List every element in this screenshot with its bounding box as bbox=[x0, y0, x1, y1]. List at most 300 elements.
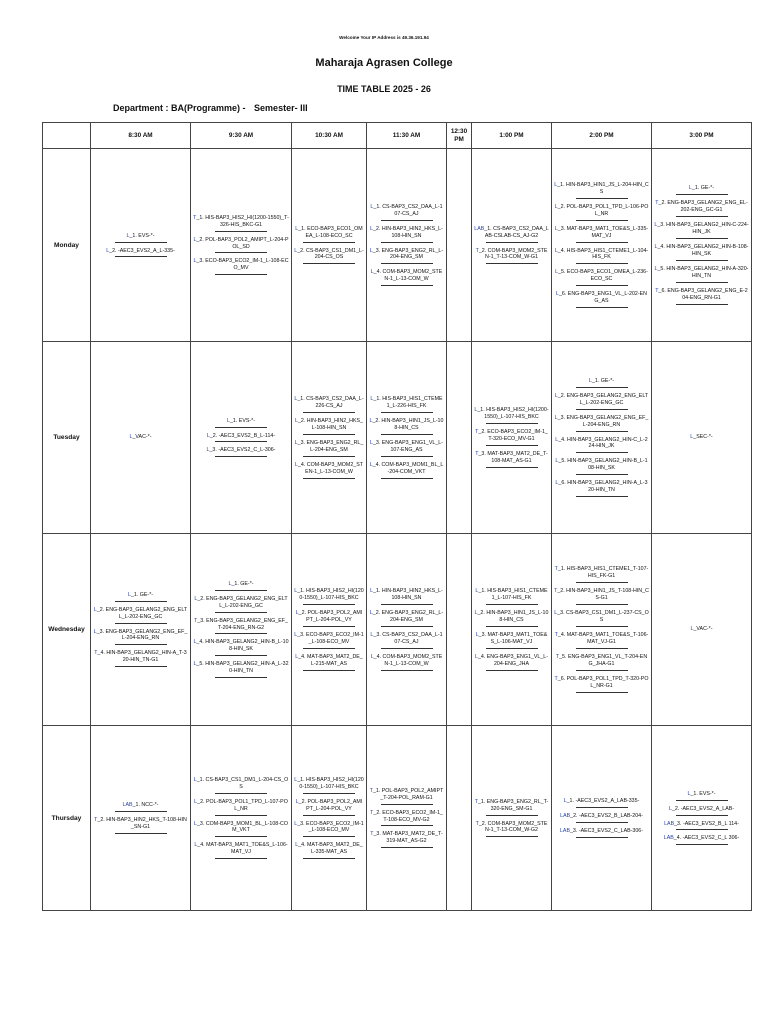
class-details: _4. HIN-BAP3_GELANG2_HIN-A_T-320-HIN_TN-G1 bbox=[97, 650, 187, 664]
timetable-cell bbox=[367, 342, 447, 534]
time-header: 1:00 PM bbox=[472, 123, 552, 149]
class-details: _1. -AEC3_EVS2_A_LAB-335- bbox=[566, 798, 640, 805]
class-details: _4. COM-BAP3_MOM2_STEN-1_L-13-COM_W bbox=[297, 461, 363, 475]
class-type-link[interactable]: L bbox=[193, 258, 197, 265]
class-type-link[interactable]: T bbox=[475, 429, 479, 436]
entry-divider bbox=[381, 433, 433, 435]
class-entry[interactable] bbox=[654, 200, 749, 217]
class-type-link[interactable]: T bbox=[475, 247, 479, 254]
class-type-link[interactable]: L bbox=[555, 269, 559, 276]
class-entry[interactable] bbox=[554, 269, 649, 286]
class-type-link[interactable]: L bbox=[227, 417, 230, 424]
class-type-link[interactable]: L bbox=[370, 225, 374, 232]
class-entry[interactable] bbox=[294, 588, 364, 605]
class-entry[interactable] bbox=[554, 828, 649, 838]
class-details: _2. ENG-BAP3_ENG2_RL_L-204-ENG_SM bbox=[372, 610, 444, 624]
class-entry[interactable] bbox=[554, 654, 649, 671]
class-type-link[interactable]: L bbox=[370, 632, 374, 638]
class-entry[interactable] bbox=[369, 269, 444, 286]
class-entry[interactable] bbox=[193, 418, 289, 428]
class-entry[interactable] bbox=[369, 248, 444, 265]
time-header: 10:30 AM bbox=[292, 123, 367, 149]
class-entry[interactable] bbox=[474, 821, 549, 838]
entry-divider bbox=[486, 625, 538, 627]
class-details: _2. POL-BAP3_POL2_AMIPT_L-204-POL_VY bbox=[298, 798, 363, 812]
class-entry[interactable] bbox=[93, 607, 188, 624]
class-entry[interactable] bbox=[654, 222, 749, 239]
class-type-link[interactable]: L bbox=[554, 414, 558, 421]
class-details: _1. NCC-*- bbox=[132, 802, 159, 809]
class-details: _1. CS-BAP3_CS2_DAA_L-107-CS_AJ bbox=[373, 203, 443, 217]
class-entry[interactable] bbox=[369, 588, 444, 605]
class-type-link[interactable]: L bbox=[690, 626, 694, 632]
class-entry[interactable] bbox=[554, 182, 649, 199]
timetable-cell bbox=[447, 149, 472, 342]
class-entry[interactable] bbox=[554, 204, 649, 221]
class-entry[interactable] bbox=[554, 798, 649, 808]
class-type-link[interactable]: L bbox=[294, 588, 298, 595]
class-details: _1. EVS-*- bbox=[690, 790, 716, 797]
class-details: _4. HIS-BAP3_HIS1_CTEME1_L-104-HIS_FK bbox=[557, 247, 649, 261]
entry-divider bbox=[381, 455, 433, 457]
entry-divider bbox=[303, 625, 355, 627]
class-type-link[interactable]: L bbox=[126, 232, 130, 239]
class-type-link[interactable]: L bbox=[295, 798, 299, 805]
class-entry[interactable] bbox=[654, 244, 749, 261]
class-entry[interactable] bbox=[654, 266, 749, 283]
class-type-link[interactable]: T bbox=[555, 653, 560, 660]
class-type-link[interactable]: L bbox=[294, 461, 298, 468]
class-type-link[interactable]: L bbox=[554, 392, 558, 399]
timetable-cell bbox=[292, 342, 367, 534]
class-details: _4. HIN-BAP3_GELANG2_HIN-C_L-224-HIN_JK bbox=[558, 436, 648, 450]
class-type-link[interactable]: L bbox=[474, 407, 478, 414]
class-details: _1. CS-BAP3_CS2_DAA_LAB-CSLAB-CS_AJ-G2 bbox=[484, 225, 549, 239]
class-details: _3. ENG-BAP3_GELANG2_ENG_EF_T-204-ENG_RN-G2 bbox=[197, 617, 288, 631]
entry-divider bbox=[303, 647, 355, 649]
entry-divider bbox=[115, 810, 167, 812]
class-type-link[interactable]: L bbox=[654, 244, 658, 250]
class-type-link[interactable]: L bbox=[294, 820, 298, 827]
entry-divider bbox=[115, 255, 167, 257]
class-entry[interactable] bbox=[369, 632, 444, 649]
entry-divider bbox=[576, 219, 628, 221]
entry-divider bbox=[215, 230, 267, 232]
class-entry[interactable] bbox=[294, 226, 364, 243]
class-entry[interactable] bbox=[93, 650, 188, 667]
department-label: Department : BA(Programme) - bbox=[113, 103, 246, 113]
class-entry[interactable] bbox=[654, 835, 749, 845]
class-type-link[interactable]: L bbox=[370, 588, 374, 595]
class-type-link[interactable]: LAB bbox=[474, 225, 485, 232]
class-entry[interactable] bbox=[554, 437, 649, 454]
entry-divider bbox=[576, 806, 628, 808]
class-entry[interactable] bbox=[474, 429, 549, 446]
entry-divider bbox=[576, 473, 628, 475]
class-entry[interactable] bbox=[554, 813, 649, 823]
entry-divider bbox=[381, 284, 433, 286]
entry-divider bbox=[381, 411, 433, 413]
class-entry[interactable] bbox=[294, 440, 364, 457]
entry-divider bbox=[303, 477, 355, 479]
class-entry[interactable] bbox=[193, 661, 289, 678]
time-header: 11:30 AM bbox=[367, 123, 447, 149]
class-type-link[interactable]: L bbox=[206, 447, 210, 454]
entry-divider bbox=[381, 241, 433, 243]
class-entry[interactable] bbox=[654, 791, 749, 801]
class-type-link[interactable]: L bbox=[474, 610, 478, 617]
class-entry[interactable] bbox=[193, 237, 289, 254]
class-type-link[interactable]: L bbox=[369, 461, 373, 468]
class-type-link[interactable]: L bbox=[193, 236, 197, 243]
class-details: _2. -AEC3_EVS2_B_L-114- bbox=[209, 432, 276, 439]
entry-divider bbox=[215, 440, 267, 442]
class-entry[interactable] bbox=[554, 291, 649, 308]
entry-divider bbox=[215, 273, 267, 275]
entry-divider bbox=[381, 803, 433, 805]
class-type-link[interactable]: L bbox=[563, 798, 567, 805]
class-details: _2. -AEC3_EVS2_A_L-335- bbox=[109, 247, 175, 254]
class-type-link[interactable]: T bbox=[474, 798, 478, 805]
entry-divider bbox=[486, 241, 538, 243]
class-entry[interactable] bbox=[474, 451, 549, 468]
class-entry[interactable] bbox=[554, 248, 649, 265]
class-entry[interactable] bbox=[193, 596, 289, 613]
class-details: _5. ENG-BAP3_ENG1_VL_T-204-ENG_JHA-G1 bbox=[559, 653, 648, 667]
entry-divider bbox=[303, 241, 355, 243]
class-entry[interactable] bbox=[294, 610, 364, 627]
class-details: _2. HIN-BAP3_HIN1_JS_L-108-HIN_CS bbox=[477, 610, 549, 624]
class-entry[interactable] bbox=[193, 581, 289, 591]
class-type-link[interactable]: T bbox=[369, 787, 373, 794]
class-entry[interactable] bbox=[654, 626, 749, 633]
class-type-link[interactable]: L bbox=[294, 632, 298, 638]
class-entry[interactable] bbox=[369, 462, 444, 479]
entry-divider bbox=[676, 799, 728, 801]
class-details: _4. HIN-BAP3_GELANG2_HIN-B_L-108-HIN_SK bbox=[196, 639, 289, 653]
class-entry[interactable] bbox=[294, 842, 364, 859]
class-entry[interactable] bbox=[474, 226, 549, 243]
class-entry[interactable] bbox=[369, 418, 444, 435]
class-entry[interactable] bbox=[654, 806, 749, 816]
class-entry[interactable] bbox=[294, 418, 364, 435]
class-details: _4. MAT-BAP3_MAT1_TOE&S_T-106-MAT_VJ-G1 bbox=[557, 632, 649, 645]
class-type-link[interactable]: L bbox=[295, 653, 299, 660]
entry-divider bbox=[676, 281, 728, 283]
entry-divider bbox=[676, 828, 728, 830]
class-entry[interactable] bbox=[369, 654, 444, 671]
class-entry[interactable] bbox=[294, 248, 364, 265]
class-type-link[interactable]: L bbox=[206, 432, 210, 439]
class-type-link[interactable]: L bbox=[369, 247, 373, 254]
entry-divider bbox=[576, 197, 628, 199]
class-details: _VAC-*- bbox=[132, 434, 152, 440]
entry-divider bbox=[486, 835, 538, 837]
class-entry[interactable] bbox=[554, 480, 649, 497]
class-type-link[interactable]: L bbox=[554, 203, 558, 210]
class-details: _1. GE-*- bbox=[591, 377, 615, 384]
class-details: _SEC-*- bbox=[693, 434, 713, 440]
class-entry[interactable] bbox=[93, 248, 188, 258]
class-type-link[interactable]: L bbox=[93, 628, 97, 635]
class-type-link[interactable]: L bbox=[127, 591, 131, 598]
class-entry[interactable] bbox=[369, 788, 444, 805]
entry-divider bbox=[576, 306, 628, 308]
class-type-link[interactable]: L bbox=[194, 842, 198, 849]
class-type-link[interactable]: L bbox=[194, 798, 198, 805]
class-details: _2. HIN-BAP3_HIN2_HKS_L-108-HIN_SN bbox=[373, 225, 443, 239]
class-details: _3. -AEC3_EVS2_B_L 114- bbox=[674, 820, 739, 827]
class-type-link[interactable]: T bbox=[554, 632, 558, 638]
class-type-link[interactable]: L bbox=[370, 653, 374, 660]
entry-divider bbox=[215, 857, 267, 859]
entry-divider bbox=[576, 836, 628, 838]
class-type-link[interactable]: L bbox=[193, 639, 197, 646]
class-entry[interactable] bbox=[369, 810, 444, 827]
class-type-link[interactable]: L bbox=[370, 269, 374, 276]
class-details: _2. ENG-BAP3_GELANG2_ENG_ELTL_L-202-ENG_GC bbox=[557, 392, 649, 406]
class-type-link[interactable]: T bbox=[554, 566, 558, 573]
class-details: _1. CS-BAP3_CS1_DM1_L-204-CS_OS bbox=[196, 776, 289, 790]
class-type-link[interactable]: L bbox=[668, 805, 672, 812]
class-type-link[interactable]: L bbox=[475, 632, 479, 638]
timetable-cell bbox=[367, 534, 447, 726]
class-entry[interactable] bbox=[474, 588, 549, 605]
class-type-link[interactable]: L bbox=[554, 610, 558, 617]
class-type-link[interactable]: L bbox=[294, 440, 298, 446]
class-type-link[interactable]: T bbox=[194, 617, 198, 624]
class-entry[interactable] bbox=[93, 629, 188, 646]
class-entry[interactable] bbox=[369, 396, 444, 413]
class-details: _1. HIS-BAP3_HIS2_HI(1200-1550)_L-107-HIS_BKC bbox=[297, 588, 364, 602]
class-type-link[interactable]: L bbox=[556, 291, 559, 298]
entry-divider bbox=[576, 495, 628, 497]
class-entry[interactable] bbox=[193, 258, 289, 275]
class-entry[interactable] bbox=[554, 415, 649, 432]
class-type-link[interactable]: T bbox=[655, 200, 659, 207]
class-type-link[interactable]: L bbox=[294, 418, 298, 425]
class-type-link[interactable]: L bbox=[129, 434, 133, 440]
class-entry[interactable] bbox=[554, 588, 649, 605]
class-type-link[interactable]: L bbox=[295, 610, 299, 617]
class-type-link[interactable]: L bbox=[654, 265, 658, 272]
entry-divider bbox=[215, 426, 267, 428]
class-details: _2. CS-BAP3_CS1_DM1_L-204-CS_OS bbox=[297, 247, 364, 261]
class-type-link[interactable]: T bbox=[475, 820, 479, 827]
class-type-link[interactable]: L bbox=[295, 225, 299, 232]
class-type-link[interactable]: LAB bbox=[122, 802, 133, 809]
entry-divider bbox=[115, 241, 167, 243]
class-entry[interactable] bbox=[93, 434, 188, 441]
class-type-link[interactable]: T bbox=[193, 214, 197, 221]
timetable-cell bbox=[447, 726, 472, 911]
class-entry[interactable] bbox=[294, 777, 364, 794]
entry-divider bbox=[303, 792, 355, 794]
class-type-link[interactable]: L bbox=[690, 434, 694, 440]
class-entry[interactable] bbox=[554, 393, 649, 410]
class-entry[interactable] bbox=[474, 248, 549, 265]
timetable-cell bbox=[552, 149, 652, 342]
timetable-cell bbox=[472, 534, 552, 726]
class-entry[interactable] bbox=[369, 610, 444, 627]
class-entry[interactable] bbox=[554, 378, 649, 388]
class-entry[interactable] bbox=[93, 233, 188, 243]
time-header: 2:00 PM bbox=[552, 123, 652, 149]
class-entry[interactable] bbox=[554, 610, 649, 627]
class-details: _1. HIS-BAP3_HIS1_CTEME1_L-107-HIS_FK bbox=[478, 588, 548, 602]
class-details: _2. -AEC3_EVS2_A_LAB- bbox=[671, 805, 735, 812]
class-entry[interactable] bbox=[474, 610, 549, 627]
class-entry[interactable] bbox=[554, 566, 649, 583]
class-type-link[interactable]: T bbox=[554, 675, 558, 682]
class-type-link[interactable]: L bbox=[688, 185, 692, 192]
class-entry[interactable] bbox=[369, 831, 444, 848]
timetable-title: TIME TABLE 2025 - 26 bbox=[337, 84, 431, 94]
class-details: _4. COM-BAP3_MOM2_STEN-1_L-13-COM_W bbox=[373, 653, 443, 667]
class-entry[interactable] bbox=[654, 821, 749, 831]
class-type-link[interactable]: L bbox=[369, 610, 373, 617]
class-type-link[interactable]: L bbox=[554, 181, 558, 188]
class-entry[interactable] bbox=[193, 821, 289, 838]
class-entry[interactable] bbox=[93, 802, 188, 812]
class-type-link[interactable]: LAB bbox=[559, 827, 570, 834]
entry-divider bbox=[486, 466, 538, 468]
class-type-link[interactable]: L bbox=[294, 776, 298, 783]
class-type-link[interactable]: L bbox=[294, 396, 298, 403]
class-entry[interactable] bbox=[474, 799, 549, 816]
entry-divider bbox=[215, 455, 267, 457]
class-details: _5. HIN-BAP3_GELANG2_HIN-A-320-HIN_TN bbox=[657, 265, 749, 279]
class-type-link[interactable]: LAB bbox=[560, 813, 571, 819]
timetable-cell bbox=[292, 534, 367, 726]
entry-divider bbox=[215, 251, 267, 253]
class-entry[interactable] bbox=[294, 462, 364, 479]
entry-divider bbox=[303, 857, 355, 859]
class-entry[interactable] bbox=[554, 676, 649, 693]
class-details: _6. ENG-BAP3_GELANG2_ENG_E-204-ENG_RN-G1 bbox=[658, 287, 748, 301]
class-entry[interactable] bbox=[369, 440, 444, 457]
class-entry[interactable] bbox=[193, 639, 289, 656]
class-entry[interactable] bbox=[193, 447, 289, 457]
class-entry[interactable] bbox=[93, 817, 188, 834]
class-type-link[interactable]: L bbox=[194, 820, 197, 827]
class-type-link[interactable]: L bbox=[193, 661, 197, 668]
class-type-link[interactable]: LAB bbox=[664, 820, 675, 827]
class-entry[interactable] bbox=[93, 592, 188, 602]
class-entry[interactable] bbox=[654, 434, 749, 441]
class-details: _3. CS-BAP3_CS2_DAA_L-107-CS_AJ bbox=[373, 632, 443, 645]
class-type-link[interactable]: L bbox=[554, 247, 558, 254]
class-type-link[interactable]: T bbox=[370, 809, 374, 816]
class-type-link[interactable]: L bbox=[555, 436, 559, 443]
class-entry[interactable] bbox=[654, 185, 749, 195]
class-details: _1. HIS-BAP3_HIS2_HI(1200-1550)_L-107-HIS_BKC bbox=[477, 407, 549, 421]
timetable-cell bbox=[91, 726, 191, 911]
timetable-cell bbox=[472, 726, 552, 911]
class-entry[interactable] bbox=[474, 407, 549, 424]
entry-divider bbox=[486, 422, 538, 424]
class-entry[interactable] bbox=[193, 777, 289, 794]
class-type-link[interactable]: L bbox=[687, 790, 691, 797]
class-type-link[interactable]: L bbox=[295, 842, 299, 849]
class-type-link[interactable]: T bbox=[94, 650, 98, 657]
class-entry[interactable] bbox=[369, 204, 444, 221]
class-details: _1. GE-*- bbox=[691, 185, 715, 192]
class-type-link[interactable]: L bbox=[555, 458, 559, 465]
entry-divider bbox=[486, 262, 538, 264]
class-type-link[interactable]: L bbox=[228, 580, 232, 587]
class-details: _4. MAT-BAP3_MAT2_DE_L-215-MAT_AS bbox=[298, 653, 363, 667]
class-entry[interactable] bbox=[193, 215, 289, 232]
class-type-link[interactable]: L bbox=[106, 247, 110, 254]
class-entry[interactable] bbox=[369, 226, 444, 243]
class-entry[interactable] bbox=[294, 799, 364, 816]
class-entry[interactable] bbox=[294, 654, 364, 671]
class-type-link[interactable]: L bbox=[369, 418, 373, 425]
class-entry[interactable] bbox=[294, 632, 364, 649]
class-entry[interactable] bbox=[294, 396, 364, 413]
class-details: _4. MAT-BAP3_MAT1_TOE&S_L-106-MAT_VJ bbox=[197, 842, 288, 856]
class-details: _3. ECO-BAP3_ECO2_IM-1_L-108-ECO_MV bbox=[196, 258, 289, 272]
class-details: _3. CS-BAP3_CS1_DM1_L-237-CS_OS bbox=[557, 610, 649, 624]
class-entry[interactable] bbox=[554, 458, 649, 475]
class-type-link[interactable]: L bbox=[475, 588, 479, 595]
class-type-link[interactable]: T bbox=[370, 831, 374, 838]
class-type-link[interactable]: L bbox=[294, 247, 298, 254]
entry-divider bbox=[676, 193, 728, 195]
class-type-link[interactable]: L bbox=[555, 480, 559, 487]
timetable-cell bbox=[652, 149, 752, 342]
class-entry[interactable] bbox=[193, 433, 289, 443]
class-type-link[interactable]: L bbox=[370, 203, 374, 210]
class-type-link[interactable]: L bbox=[194, 595, 198, 602]
class-type-link[interactable]: T bbox=[475, 450, 479, 457]
entry-divider bbox=[576, 603, 628, 605]
timetable-cell bbox=[367, 149, 447, 342]
class-entry[interactable] bbox=[193, 799, 289, 816]
class-entry[interactable] bbox=[474, 632, 549, 649]
class-type-link[interactable]: T bbox=[554, 588, 558, 595]
class-type-link[interactable]: T bbox=[94, 817, 98, 823]
class-entry[interactable] bbox=[294, 821, 364, 838]
class-details: _3. MAT-BAP3_MAT1_TOE&S_L-106-MAT_VJ bbox=[478, 632, 548, 645]
class-type-link[interactable]: L bbox=[474, 653, 478, 660]
class-type-link[interactable]: L bbox=[588, 377, 592, 384]
class-type-link[interactable]: L bbox=[654, 222, 658, 229]
entry-divider bbox=[115, 832, 167, 834]
class-entry[interactable] bbox=[193, 618, 289, 635]
class-entry[interactable] bbox=[193, 842, 289, 859]
class-type-link[interactable]: T bbox=[655, 287, 659, 294]
timetable-cell bbox=[552, 726, 652, 911]
class-type-link[interactable]: LAB bbox=[663, 835, 674, 842]
class-type-link[interactable]: L bbox=[93, 606, 97, 613]
class-details: _1. HIN-BAP3_HIN2_HKS_L-108-HIN_SN bbox=[373, 588, 443, 602]
class-type-link[interactable]: L bbox=[369, 440, 373, 446]
entry-divider bbox=[576, 386, 628, 388]
time-header: 12:30 PM bbox=[447, 123, 472, 149]
class-entry[interactable] bbox=[554, 632, 649, 649]
class-entry[interactable] bbox=[474, 654, 549, 671]
entry-divider bbox=[303, 603, 355, 605]
day-label: Thursday bbox=[43, 726, 91, 911]
class-type-link[interactable]: L bbox=[193, 776, 197, 783]
entry-divider bbox=[381, 824, 433, 826]
class-type-link[interactable]: L bbox=[370, 396, 374, 403]
class-type-link[interactable]: L bbox=[554, 225, 558, 232]
class-entry[interactable] bbox=[654, 288, 749, 305]
class-entry[interactable] bbox=[554, 226, 649, 243]
